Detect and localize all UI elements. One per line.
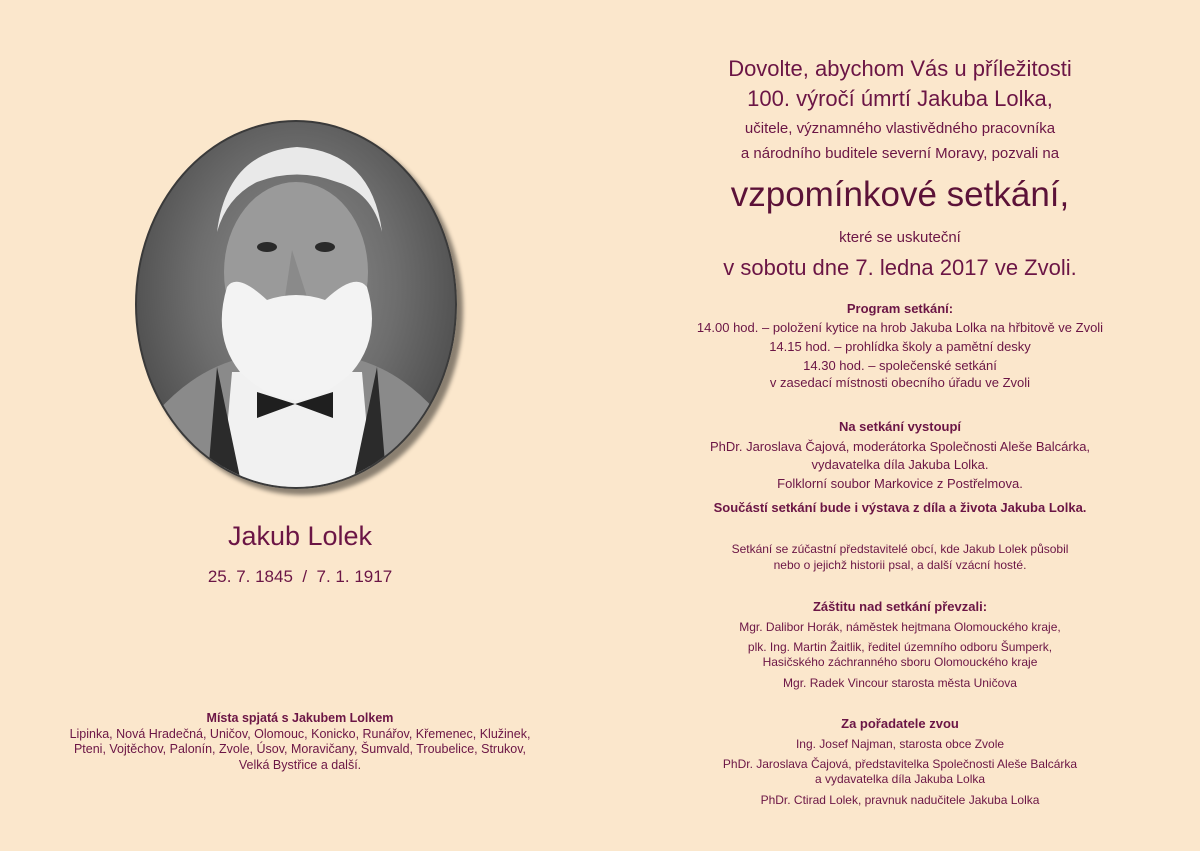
places-heading: Místa spjatá s Jakubem Lolkem: [206, 711, 394, 725]
program-line: 14.00 hod. – položení kytice na hrob Jakuba Lolka na hřbitově ve Zvoli: [696, 320, 1104, 335]
intro-small-line: a národního buditele severní Moravy, pozvali na: [740, 145, 1060, 162]
program-line: 14.30 hod. – společenské setkání: [803, 358, 997, 373]
organizers-heading: Za pořadatele zvou: [841, 716, 959, 731]
portrait-frame: [135, 120, 465, 495]
speakers-line: vydavatelka díla Jakuba Lolka.: [811, 457, 989, 472]
organizers-line: PhDr. Jaroslava Čajová, představitelka Společnosti Aleše Balcárka: [722, 757, 1078, 771]
organizers-line: PhDr. Ctirad Lolek, pravnuk nadučitele Jakuba Lolka: [760, 793, 1040, 807]
places-line: Lipinka, Nová Hradečná, Uničov, Olomouc, Konicko, Runářov, Křemenec, Klužinek,: [69, 726, 531, 741]
organizers-line: Ing. Josef Najman, starosta obce Zvole: [795, 737, 1005, 751]
intro-line: 100. výročí úmrtí Jakuba Lolka,: [747, 86, 1053, 111]
which-line: které se uskuteční: [839, 229, 961, 246]
speakers-line: Folklorní soubor Markovice z Postřelmova.: [777, 476, 1023, 491]
program-line: v zasedací místnosti obecního úřadu ve Zvoli: [769, 375, 1031, 390]
exhibition-note: Součástí setkání bude i výstava z díla a života Jakuba Lolka.: [713, 500, 1087, 515]
attendees-line: nebo o jejichž historii psal, a další vzácní hosté.: [773, 558, 1027, 572]
intro-small-line: učitele, významného vlastivědného pracovníka: [744, 120, 1056, 137]
patronage-line: plk. Ing. Martin Žaitlik, ředitel územního odboru Šumperk,: [747, 640, 1053, 654]
patronage-line: Mgr. Radek Vincour starosta města Uničova: [783, 676, 1017, 690]
speakers-line: PhDr. Jaroslava Čajová, moderátorka Společnosti Aleše Balcárka,: [709, 439, 1091, 454]
patronage-line: Mgr. Dalibor Horák, náměstek hejtmana Olomouckého kraje,: [739, 620, 1061, 634]
places-line: Pteni, Vojtěchov, Palonín, Zvole, Úsov, Moravičany, Šumvald, Troubelice, Strukov,: [73, 742, 527, 756]
event-date: v sobotu dne 7. ledna 2017 ve Zvoli.: [723, 255, 1077, 280]
right-panel: [600, 0, 1200, 851]
portrait-photo: [135, 120, 457, 489]
program-heading: Program setkání:: [846, 301, 954, 316]
patronage-line: Hasičského záchranného sboru Olomouckého kraje: [762, 655, 1038, 669]
places-line: Velká Bystřice a další.: [238, 757, 362, 772]
headline: vzpomínkové setkání,: [730, 175, 1070, 214]
program-line: 14.15 hod. – prohlídka školy a pamětní desky: [769, 339, 1031, 354]
organizers-line: a vydavatelka díla Jakuba Lolka: [814, 772, 986, 786]
speakers-heading: Na setkání vystoupí: [838, 419, 962, 434]
patronage-heading: Záštitu nad setkání převzali:: [812, 599, 988, 614]
attendees-line: Setkání se zúčastní představitelé obcí, kde Jakub Lolek působil: [731, 542, 1069, 556]
person-name: Jakub Lolek: [227, 521, 373, 551]
portrait-illustration: [137, 122, 455, 487]
life-dates: 25. 7. 1845 / 7. 1. 1917: [207, 567, 393, 586]
intro-line: Dovolte, abychom Vás u příležitosti: [728, 56, 1072, 81]
places-section: [30, 711, 570, 773]
